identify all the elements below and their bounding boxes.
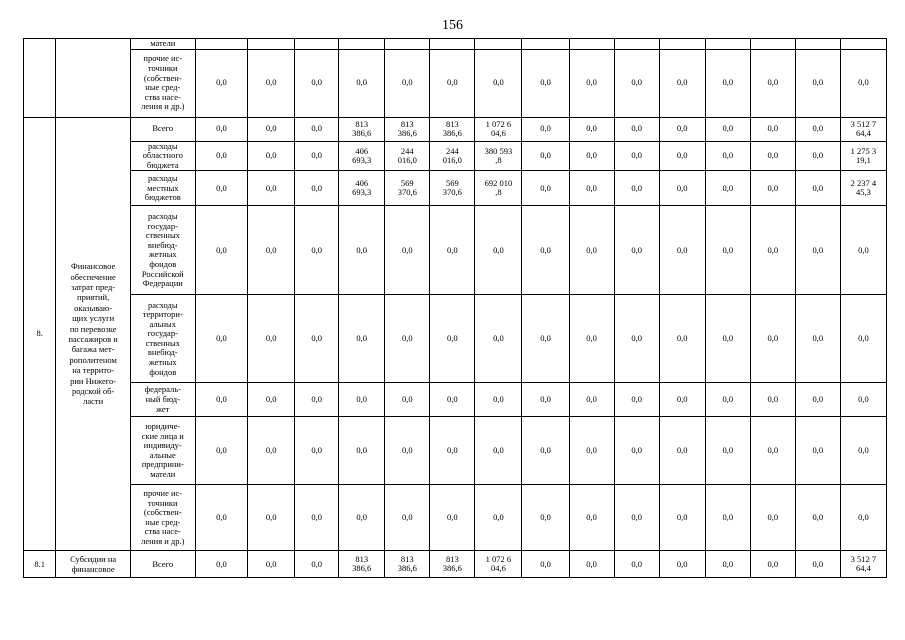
value-cell: 569 370,6	[430, 171, 475, 206]
value-cell: 0,0	[659, 49, 705, 117]
value-cell: 0,0	[614, 551, 659, 578]
value-cell: 0,0	[569, 117, 614, 141]
value-cell: 0,0	[195, 171, 247, 206]
value-cell: 0,0	[659, 171, 705, 206]
value-cell: 0,0	[795, 295, 840, 383]
value-cell: 813 386,6	[430, 117, 475, 141]
value-cell: 0,0	[522, 551, 569, 578]
value-cell: 0,0	[522, 383, 569, 417]
value-cell: 0,0	[385, 417, 430, 485]
table-row	[24, 383, 887, 417]
value-cell	[795, 39, 840, 50]
value-cell: 0,0	[385, 485, 430, 551]
table-row	[24, 485, 887, 551]
value-cell: 0,0	[248, 295, 295, 383]
value-cell: 0,0	[475, 49, 522, 117]
value-cell: 0,0	[248, 485, 295, 551]
value-cell: 0,0	[569, 49, 614, 117]
value-cell: 0,0	[295, 117, 339, 141]
page-number: 156	[442, 18, 463, 33]
value-cell: 244 016,0	[430, 141, 475, 171]
value-cell: 380 593 ,8	[475, 141, 522, 171]
value-cell: 0,0	[705, 551, 750, 578]
value-cell: 0,0	[430, 295, 475, 383]
value-cell: 0,0	[795, 171, 840, 206]
value-cell	[659, 39, 705, 50]
value-cell: 0,0	[248, 206, 295, 295]
value-cell: 0,0	[659, 417, 705, 485]
table-row	[24, 117, 887, 141]
value-cell: 0,0	[339, 383, 385, 417]
value-cell: 0,0	[430, 206, 475, 295]
row-number-cell	[24, 39, 56, 118]
value-cell: 0,0	[840, 295, 886, 383]
value-cell: 0,0	[614, 49, 659, 117]
value-cell: 0,0	[248, 117, 295, 141]
value-cell: 0,0	[430, 417, 475, 485]
value-cell: 0,0	[522, 485, 569, 551]
value-cell: 0,0	[614, 206, 659, 295]
value-cell: 0,0	[795, 417, 840, 485]
value-cell	[430, 39, 475, 50]
value-cell: 0,0	[614, 383, 659, 417]
table-row	[24, 417, 887, 485]
value-cell: 0,0	[295, 171, 339, 206]
value-cell: 0,0	[705, 206, 750, 295]
value-cell: 0,0	[750, 206, 795, 295]
value-cell: 0,0	[705, 171, 750, 206]
value-cell: 0,0	[840, 383, 886, 417]
value-cell: 0,0	[659, 383, 705, 417]
value-cell: 0,0	[795, 206, 840, 295]
value-cell: 813 386,6	[385, 551, 430, 578]
value-cell: 0,0	[295, 49, 339, 117]
value-cell: 813 386,6	[339, 117, 385, 141]
value-cell: 0,0	[295, 417, 339, 485]
value-cell: 0,0	[339, 417, 385, 485]
value-cell: 0,0	[295, 141, 339, 171]
funding-source-cell: расходы местных бюджетов	[130, 171, 195, 206]
value-cell: 0,0	[339, 206, 385, 295]
value-cell: 0,0	[614, 117, 659, 141]
row-name-cell	[56, 39, 130, 118]
value-cell: 0,0	[385, 295, 430, 383]
value-cell: 0,0	[569, 171, 614, 206]
value-cell: 0,0	[795, 485, 840, 551]
table-row	[24, 206, 887, 295]
value-cell: 0,0	[248, 383, 295, 417]
value-cell: 0,0	[840, 49, 886, 117]
value-cell: 0,0	[430, 49, 475, 117]
value-cell: 0,0	[659, 206, 705, 295]
table-row	[24, 39, 887, 50]
value-cell: 813 386,6	[430, 551, 475, 578]
value-cell: 0,0	[195, 141, 247, 171]
value-cell: 0,0	[614, 417, 659, 485]
value-cell: 0,0	[522, 141, 569, 171]
value-cell: 813 386,6	[385, 117, 430, 141]
value-cell	[840, 39, 886, 50]
value-cell: 0,0	[195, 383, 247, 417]
value-cell: 0,0	[339, 295, 385, 383]
value-cell: 0,0	[195, 295, 247, 383]
value-cell: 0,0	[430, 383, 475, 417]
value-cell: 0,0	[614, 141, 659, 171]
value-cell: 0,0	[569, 383, 614, 417]
table-row	[24, 295, 887, 383]
value-cell: 0,0	[569, 551, 614, 578]
table-row	[24, 49, 887, 117]
value-cell: 406 693,3	[339, 141, 385, 171]
value-cell: 0,0	[475, 485, 522, 551]
funding-source-cell: федераль- ный бюд- жет	[130, 383, 195, 417]
value-cell: 0,0	[195, 417, 247, 485]
value-cell	[614, 39, 659, 50]
value-cell: 0,0	[659, 485, 705, 551]
value-cell: 0,0	[475, 417, 522, 485]
value-cell: 0,0	[569, 485, 614, 551]
value-cell: 0,0	[750, 141, 795, 171]
value-cell: 0,0	[614, 485, 659, 551]
value-cell: 0,0	[475, 295, 522, 383]
funding-source-cell: расходы территори- альных государ- ственных внебюд- жетных фондов	[130, 295, 195, 383]
value-cell: 569 370,6	[385, 171, 430, 206]
value-cell: 0,0	[659, 141, 705, 171]
value-cell: 0,0	[385, 49, 430, 117]
value-cell: 0,0	[750, 485, 795, 551]
value-cell: 0,0	[295, 551, 339, 578]
value-cell: 0,0	[659, 117, 705, 141]
value-cell: 3 512 7 64,4	[840, 117, 886, 141]
value-cell: 0,0	[569, 295, 614, 383]
value-cell: 0,0	[795, 551, 840, 578]
value-cell	[248, 39, 295, 50]
value-cell: 0,0	[705, 49, 750, 117]
value-cell: 0,0	[522, 49, 569, 117]
funding-source-cell: Всего	[130, 117, 195, 141]
value-cell: 813 386,6	[339, 551, 385, 578]
funding-source-cell: Всего	[130, 551, 195, 578]
value-cell: 0,0	[339, 49, 385, 117]
value-cell: 0,0	[522, 295, 569, 383]
funding-source-cell: юридиче- ские лица и индивиду- альные предприни- матели	[130, 417, 195, 485]
section-8-name: Финансовое обеспечение затрат пред- приятий, оказываю- щих услуги по перевозке пассажиров и багажа мет- рополитеном на террито- рии Нижего- родской об- ласти	[56, 117, 130, 551]
value-cell: 0,0	[705, 417, 750, 485]
value-cell: 1 275 3 19,1	[840, 141, 886, 171]
value-cell: 0,0	[795, 117, 840, 141]
value-cell: 0,0	[248, 171, 295, 206]
section-8-number: 8.	[24, 117, 56, 551]
value-cell: 0,0	[522, 117, 569, 141]
value-cell: 0,0	[750, 49, 795, 117]
funding-source-cell: прочие ис- точники (собствен- ные сред- ства насе- ления и др.)	[130, 485, 195, 551]
value-cell: 1 072 6 04,6	[475, 551, 522, 578]
value-cell: 0,0	[195, 485, 247, 551]
value-cell: 0,0	[385, 383, 430, 417]
value-cell	[195, 39, 247, 50]
value-cell: 0,0	[840, 417, 886, 485]
value-cell: 0,0	[795, 141, 840, 171]
value-cell: 0,0	[795, 49, 840, 117]
value-cell: 0,0	[840, 206, 886, 295]
value-cell: 0,0	[248, 417, 295, 485]
value-cell: 0,0	[248, 49, 295, 117]
value-cell: 0,0	[522, 206, 569, 295]
value-cell: 0,0	[705, 295, 750, 383]
table-row	[24, 141, 887, 171]
value-cell: 0,0	[840, 485, 886, 551]
value-cell: 0,0	[750, 551, 795, 578]
value-cell: 0,0	[295, 206, 339, 295]
value-cell	[705, 39, 750, 50]
value-cell	[385, 39, 430, 50]
value-cell: 0,0	[614, 171, 659, 206]
value-cell: 0,0	[430, 485, 475, 551]
value-cell: 0,0	[614, 295, 659, 383]
value-cell: 0,0	[195, 49, 247, 117]
value-cell: 0,0	[385, 206, 430, 295]
value-cell	[569, 39, 614, 50]
section-8-1-name: Субсидии на финансовое	[56, 551, 130, 578]
value-cell: 0,0	[475, 206, 522, 295]
table-body	[24, 39, 887, 578]
value-cell: 2 237 4 45,3	[840, 171, 886, 206]
value-cell: 0,0	[295, 485, 339, 551]
value-cell	[475, 39, 522, 50]
value-cell: 244 016,0	[385, 141, 430, 171]
value-cell: 0,0	[750, 295, 795, 383]
value-cell: 0,0	[195, 117, 247, 141]
value-cell: 0,0	[750, 417, 795, 485]
value-cell: 3 512 7 64,4	[840, 551, 886, 578]
value-cell: 0,0	[569, 141, 614, 171]
value-cell: 0,0	[295, 295, 339, 383]
financing-table	[23, 38, 887, 578]
funding-source-cell: матели	[130, 39, 195, 50]
value-cell: 0,0	[295, 383, 339, 417]
value-cell: 0,0	[569, 206, 614, 295]
section-8-1-number: 8.1	[24, 551, 56, 578]
value-cell	[522, 39, 569, 50]
value-cell: 0,0	[750, 117, 795, 141]
value-cell: 0,0	[475, 383, 522, 417]
value-cell	[295, 39, 339, 50]
value-cell: 0,0	[195, 206, 247, 295]
value-cell: 0,0	[522, 171, 569, 206]
value-cell: 0,0	[248, 141, 295, 171]
value-cell: 0,0	[659, 295, 705, 383]
value-cell	[339, 39, 385, 50]
funding-source-cell: расходы государ- ственных внебюд- жетных фондов Российской Федерации	[130, 206, 195, 295]
value-cell: 0,0	[659, 551, 705, 578]
value-cell: 0,0	[339, 485, 385, 551]
value-cell: 1 072 6 04,6	[475, 117, 522, 141]
value-cell: 692 010 ,8	[475, 171, 522, 206]
value-cell: 0,0	[248, 551, 295, 578]
value-cell: 0,0	[750, 383, 795, 417]
value-cell: 0,0	[705, 485, 750, 551]
value-cell	[750, 39, 795, 50]
value-cell: 0,0	[750, 171, 795, 206]
funding-source-cell: прочие ис- точники (собствен- ные сред- ства насе- ления и др.)	[130, 49, 195, 117]
value-cell: 0,0	[705, 141, 750, 171]
table-row	[24, 171, 887, 206]
value-cell: 0,0	[569, 417, 614, 485]
value-cell: 0,0	[195, 551, 247, 578]
value-cell: 0,0	[705, 117, 750, 141]
table-row	[24, 551, 887, 578]
value-cell: 0,0	[795, 383, 840, 417]
value-cell: 0,0	[705, 383, 750, 417]
value-cell: 406 693,3	[339, 171, 385, 206]
funding-source-cell: расходы областного бюджета	[130, 141, 195, 171]
value-cell: 0,0	[522, 417, 569, 485]
